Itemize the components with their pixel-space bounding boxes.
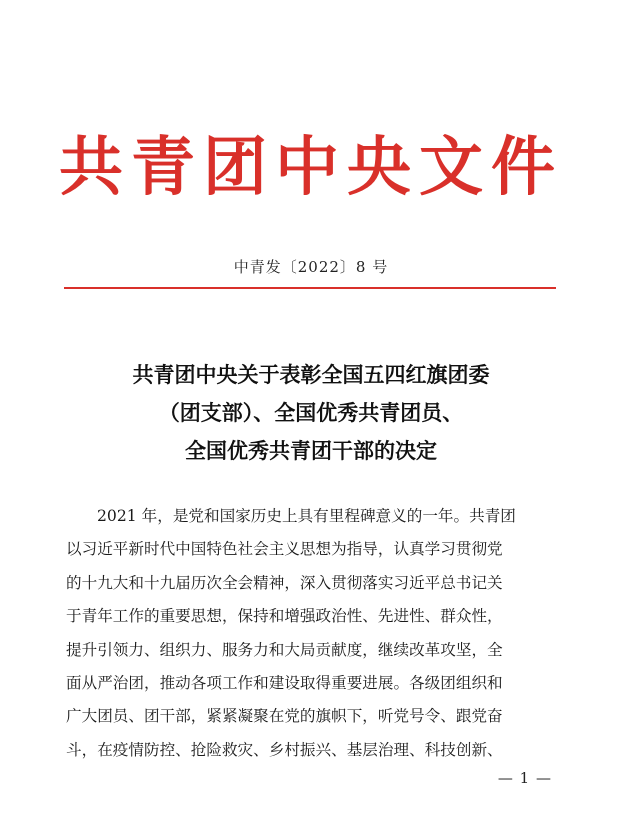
title-line-1: 共青团中央关于表彰全国五四红旗团委 — [132, 362, 490, 387]
body-line-1: 2021 年，是党和国家历史上具有里程碑意义的一年。共青团 — [97, 507, 516, 525]
body-line-5: 提升引领力、组织力、服务力和大局贡献度，继续改革攻坚，全 — [66, 640, 503, 659]
body-line-6: 面从严治团，推动各项工作和建设取得重要进展。各级团组织和 — [66, 674, 503, 693]
title-line-2: （团支部）、全国优秀共青团员、 — [158, 400, 464, 425]
body-paragraph — [66, 500, 556, 767]
body-line-2: 以习近平新时代中国特色社会主义思想为指导，认真学习贯彻党 — [66, 540, 503, 559]
title-line-3: 全国优秀共青团干部的决定 — [185, 438, 437, 463]
document-title — [40, 356, 582, 470]
body-line-8: 斗，在疫情防控、抢险救灾、乡村振兴、基层治理、科技创新、 — [66, 740, 503, 759]
body-line-3: 的十九大和十九届历次全会精神，深入贯彻落实习近平总书记关 — [66, 573, 503, 592]
document-number: 中青发〔2022〕8 号 — [233, 258, 389, 276]
document-masthead: 共青团中央文件 — [59, 130, 563, 205]
body-line-7: 广大团员、团干部，紧紧凝聚在党的旗帜下，听党号令、跟党奋 — [66, 707, 503, 726]
page-number: — 1 — — [497, 769, 552, 787]
red-divider-line — [64, 287, 556, 289]
body-line-4: 于青年工作的重要思想，保持和增强政治性、先进性、群众性， — [66, 607, 503, 626]
